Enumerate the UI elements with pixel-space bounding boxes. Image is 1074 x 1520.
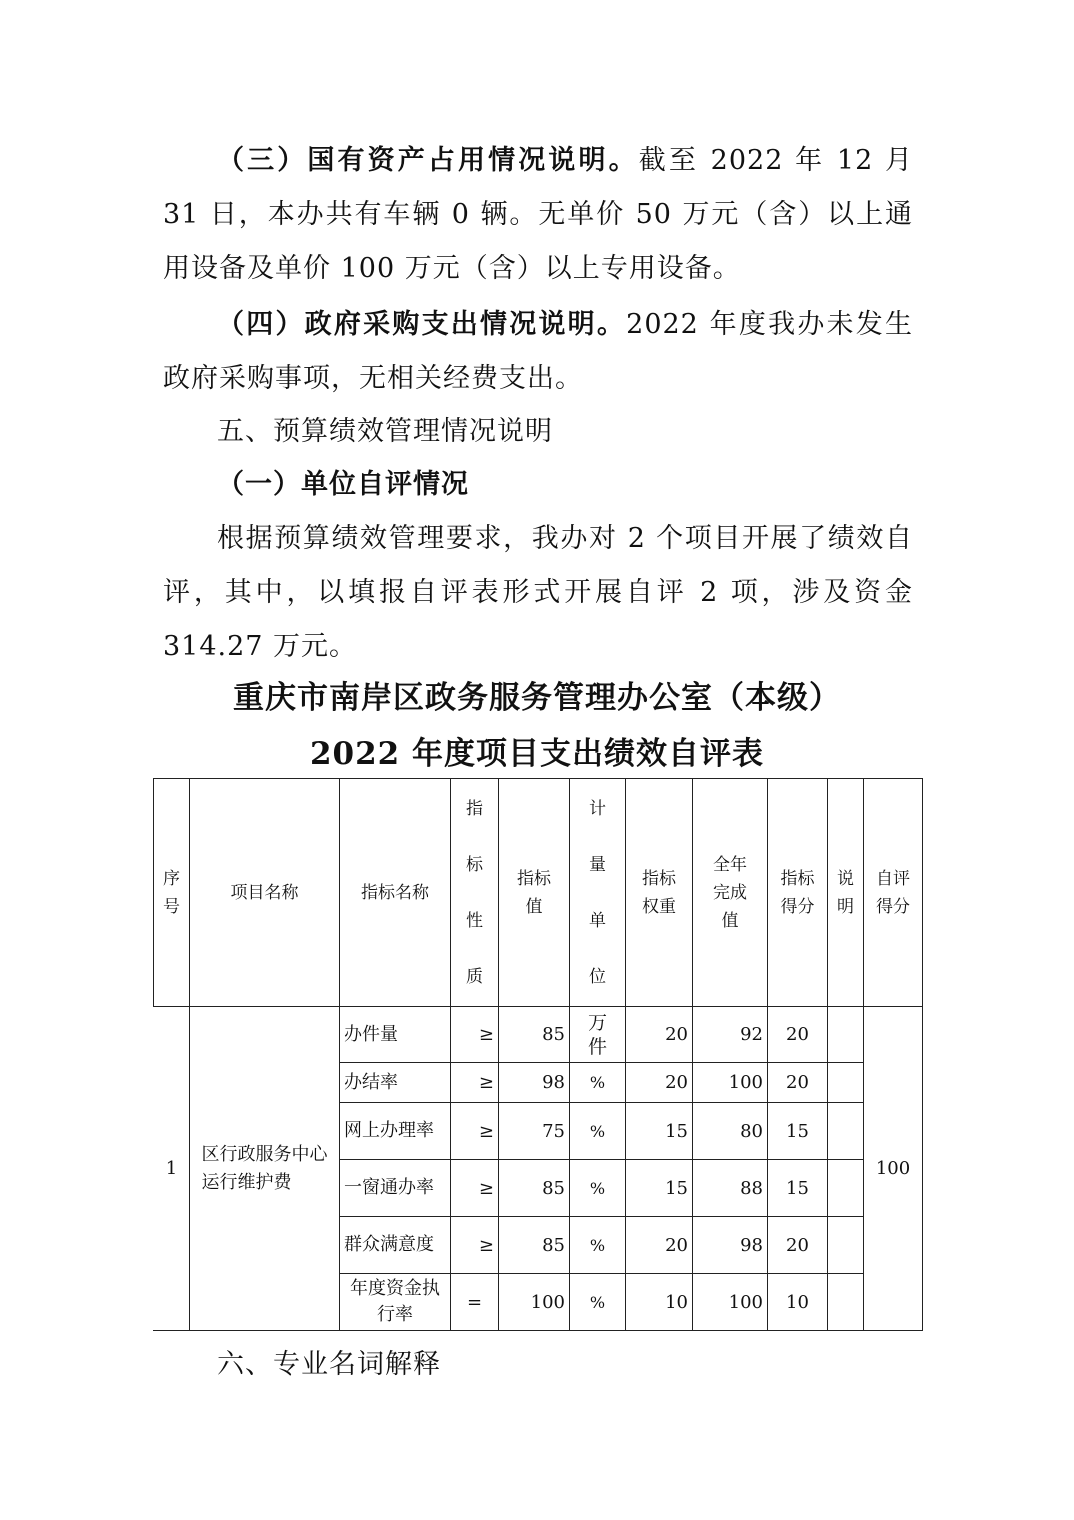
- table-title-line2: 2022 年度项目支出绩效自评表: [309, 736, 765, 772]
- cell-value: 98: [499, 1063, 570, 1103]
- cell-nature: ≥: [451, 1103, 499, 1160]
- cell-score: 20: [768, 1007, 828, 1063]
- cell-weight: 20: [626, 1063, 693, 1103]
- cell-note: [828, 1217, 864, 1274]
- paragraph-heading: （四）政府采购支出情况说明。: [217, 309, 627, 340]
- cell-indicator-name: 一窗通办率: [340, 1160, 451, 1217]
- cell-project-name: 区行政服务中心运行维护费: [190, 1007, 340, 1331]
- cell-indicator-name: 办结率: [340, 1063, 451, 1103]
- cell-nature: ≥: [451, 1063, 499, 1103]
- cell-nature: =: [451, 1274, 499, 1331]
- cell-indicator-name: 群众满意度: [340, 1217, 451, 1274]
- cell-value: 100: [499, 1274, 570, 1331]
- paragraph-procurement: [163, 298, 913, 406]
- cell-score: 15: [768, 1160, 828, 1217]
- header-project: 项目名称: [190, 779, 340, 1007]
- header-nature: 指标性质: [451, 779, 499, 1007]
- cell-actual: 92: [693, 1007, 768, 1063]
- cell-note: [828, 1274, 864, 1331]
- cell-score: 20: [768, 1063, 828, 1103]
- cell-note: [828, 1160, 864, 1217]
- cell-indicator-name: 年度资金执行率: [340, 1274, 451, 1331]
- cell-indicator-name: 网上办理率: [340, 1103, 451, 1160]
- cell-actual: 98: [693, 1217, 768, 1274]
- performance-table: [153, 778, 923, 1331]
- cell-weight: 20: [626, 1217, 693, 1274]
- section-heading-6: 六、专业名词解释: [217, 1349, 441, 1380]
- table-row: [154, 1007, 923, 1063]
- cell-weight: 10: [626, 1274, 693, 1331]
- cell-unit: %: [570, 1103, 626, 1160]
- cell-unit: %: [570, 1217, 626, 1274]
- table-title-line1: 重庆市南岸区政务服务管理办公室（本级）: [233, 680, 841, 716]
- cell-unit: 万件: [570, 1007, 626, 1063]
- cell-unit: %: [570, 1063, 626, 1103]
- cell-nature: ≥: [451, 1160, 499, 1217]
- cell-value: 85: [499, 1160, 570, 1217]
- paragraph-heading: （三）国有资产占用情况说明。: [217, 145, 639, 176]
- header-self-score: 自评得分: [864, 779, 923, 1007]
- cell-value: 85: [499, 1217, 570, 1274]
- header-note: 说明: [828, 779, 864, 1007]
- cell-actual: 80: [693, 1103, 768, 1160]
- header-actual: 全年完成值: [693, 779, 768, 1007]
- cell-seq: 1: [154, 1007, 190, 1331]
- cell-weight: 15: [626, 1160, 693, 1217]
- cell-nature: ≥: [451, 1007, 499, 1063]
- header-unit: 计量单位: [570, 779, 626, 1007]
- table-header-row: [154, 779, 923, 1007]
- header-score: 指标得分: [768, 779, 828, 1007]
- cell-weight: 15: [626, 1103, 693, 1160]
- cell-weight: 20: [626, 1007, 693, 1063]
- cell-score: 15: [768, 1103, 828, 1160]
- cell-self-score: 100: [864, 1007, 923, 1331]
- paragraph-state-assets: [163, 134, 913, 296]
- cell-unit: %: [570, 1274, 626, 1331]
- cell-indicator-name: 办件量: [340, 1007, 451, 1063]
- cell-note: [828, 1007, 864, 1063]
- cell-actual: 100: [693, 1063, 768, 1103]
- cell-score: 20: [768, 1217, 828, 1274]
- paragraph-body: 截至 2022 年 12 月 31 日，本办共有车辆 0 辆。无单价 50 万元（含）以上通用设备及单价 100 万元（含）以上专用设备。: [163, 145, 913, 284]
- cell-unit: %: [570, 1160, 626, 1217]
- cell-actual: 88: [693, 1160, 768, 1217]
- paragraph-body: 2022 年度我办未发生政府采购事项，无相关经费支出。: [163, 309, 914, 394]
- cell-nature: ≥: [451, 1217, 499, 1274]
- cell-note: [828, 1063, 864, 1103]
- cell-note: [828, 1103, 864, 1160]
- header-indicator: 指标名称: [340, 779, 451, 1007]
- cell-actual: 100: [693, 1274, 768, 1331]
- header-seq: 序号: [154, 779, 190, 1007]
- cell-value: 75: [499, 1103, 570, 1160]
- paragraph-self-evaluation: 根据预算绩效管理要求，我办对 2 个项目开展了绩效自评，其中，以填报自评表形式开展自评 2 项，涉及资金 314.27 万元。: [163, 523, 913, 662]
- cell-score: 10: [768, 1274, 828, 1331]
- subsection-heading-5-1: （一）单位自评情况: [217, 469, 469, 500]
- section-heading-5: 五、预算绩效管理情况说明: [217, 416, 553, 447]
- cell-value: 85: [499, 1007, 570, 1063]
- header-weight: 指标权重: [626, 779, 693, 1007]
- header-value: 指标值: [499, 779, 570, 1007]
